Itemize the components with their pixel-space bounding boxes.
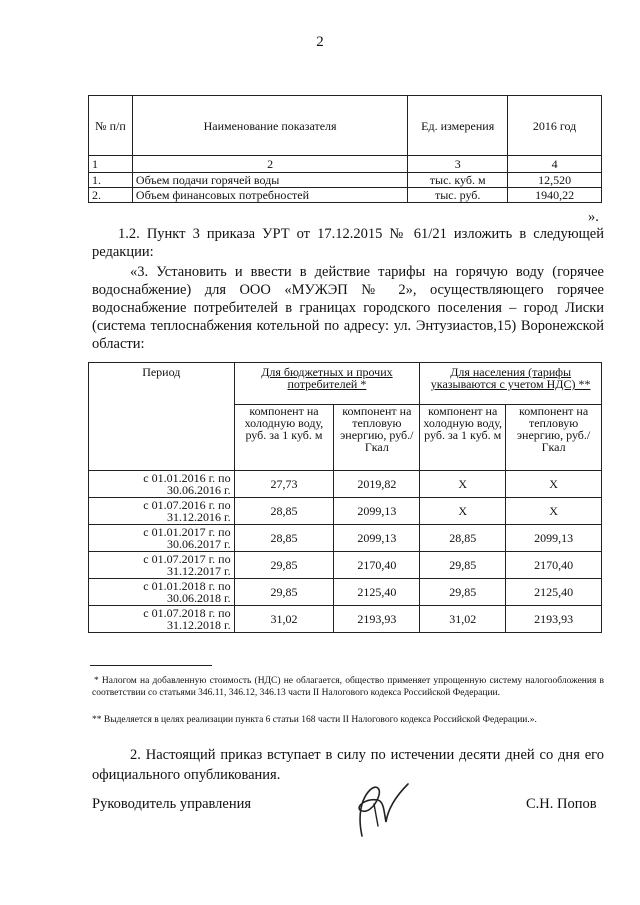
header-cell: 2016 год <box>508 96 602 156</box>
tariff-table-group-header <box>89 363 602 405</box>
table-cell: 2099,13 <box>506 525 602 552</box>
table-row <box>89 552 602 579</box>
signatory-title: Руководитель управления <box>92 796 252 812</box>
table-row <box>89 579 602 606</box>
footnote-1: * Налогом на добавленную стоимость (НДС) не облагается, общество применяет упрощенную систему налогообложения в соответствии со статьями 346.11, 346.12, 346.13 части II Налогового кодекса Российской Федерации. <box>92 676 604 698</box>
table-cell: 28,85 <box>234 525 334 552</box>
table-cell: 2193,93 <box>334 606 420 633</box>
table-cell: 29,85 <box>234 579 334 606</box>
table-cell: 2099,13 <box>334 525 420 552</box>
table-cell: Объем подачи горячей воды <box>132 173 407 188</box>
table-cell: 2. <box>89 188 133 203</box>
handwritten-signature <box>348 778 418 840</box>
volume-table <box>88 95 602 203</box>
footnote-2: ** Выделяется в целях реализации пункта 6 статьи 168 части II Налогового кодекса Российской Федерации.». <box>92 715 537 725</box>
table-cell: 2125,40 <box>506 579 602 606</box>
table-cell: 31,02 <box>234 606 334 633</box>
table-cell: 28,85 <box>420 525 506 552</box>
table-cell: 1. <box>89 173 133 188</box>
subheader-cell: компонент на холодную воду, руб. за 1 куб. м <box>234 405 334 471</box>
period-cell: с 01.01.2017 г. по 30.06.2017 г. <box>89 525 235 552</box>
table-cell: 2170,40 <box>506 552 602 579</box>
table-cell: 2019,82 <box>334 471 420 498</box>
table-cell: 2170,40 <box>334 552 420 579</box>
table-cell: 12,520 <box>508 173 602 188</box>
table-cell: тыс. куб. м <box>408 173 508 188</box>
subheader-cell: компонент на тепловую энергию, руб./Гкал <box>506 405 602 471</box>
numbering-cell: 4 <box>508 156 602 173</box>
budget-consumers-header: Для бюджетных и прочих потребителей * <box>234 363 420 405</box>
period-cell: с 01.07.2017 г. по 31.12.2017 г. <box>89 552 235 579</box>
numbering-cell: 1 <box>89 156 133 173</box>
table-cell: Х <box>506 471 602 498</box>
header-cell: Ед. измерения <box>408 96 508 156</box>
table-cell: 2125,40 <box>334 579 420 606</box>
period-cell: с 01.07.2016 г. по 31.12.2016 г. <box>89 498 235 525</box>
numbering-cell: 2 <box>132 156 407 173</box>
table-row <box>89 606 602 633</box>
paragraph-clause-3: «3. Установить и ввести в действие тарифы на горячую воду (горячее водоснабжение) для ООО «МУЖЭП № 2», осуществляющего горячее водоснабжение потребителей в границах городского поселения – город Лиски (система теплоснабжения котельной по адресу: ул. Энтузиастов,15) Воронежской области: <box>92 264 604 352</box>
table-cell: 29,85 <box>234 552 334 579</box>
subheader-cell: компонент на тепловую энергию, руб./Гкал <box>334 405 420 471</box>
table-cell: 2193,93 <box>506 606 602 633</box>
period-cell: с 01.01.2016 г. по 30.06.2016 г. <box>89 471 235 498</box>
numbering-cell: 3 <box>408 156 508 173</box>
table-row <box>89 188 602 203</box>
period-cell: с 01.07.2018 г. по 31.12.2018 г. <box>89 606 235 633</box>
table-cell: Х <box>506 498 602 525</box>
table-cell: 1940,22 <box>508 188 602 203</box>
table-row <box>89 471 602 498</box>
table-cell: 29,85 <box>420 552 506 579</box>
table-cell: тыс. руб. <box>408 188 508 203</box>
table-row <box>89 498 602 525</box>
population-header: Для населения (тарифы указываются с учетом НДС) ** <box>420 363 602 405</box>
closing-quote-mark: ». <box>588 209 599 225</box>
table-cell: 31,02 <box>420 606 506 633</box>
header-cell: Наименование показателя <box>132 96 407 156</box>
table-cell: 2099,13 <box>334 498 420 525</box>
table-row <box>89 173 602 188</box>
table-cell: Х <box>420 498 506 525</box>
volume-table-header <box>89 96 602 156</box>
table-cell: Объем финансовых потребностей <box>132 188 407 203</box>
table-cell: Х <box>420 471 506 498</box>
footnote-separator <box>90 665 212 666</box>
page-number: 2 <box>316 34 324 50</box>
volume-table-numbering <box>89 156 602 173</box>
signatory-name: С.Н. Попов <box>526 796 597 812</box>
period-header: Период <box>89 363 235 471</box>
table-cell: 29,85 <box>420 579 506 606</box>
paragraph-2: 2. Настоящий приказ вступает в силу по истечении десяти дней со дня его официального опубликования. <box>92 747 604 783</box>
table-cell: 28,85 <box>234 498 334 525</box>
table-cell: 27,73 <box>234 471 334 498</box>
paragraph-1-2: 1.2. Пункт 3 приказа УРТ от 17.12.2015 № 61/21 изложить в следующей редакции: <box>92 226 604 260</box>
subheader-cell: компонент на холодную воду, руб. за 1 куб. м <box>420 405 506 471</box>
table-row <box>89 525 602 552</box>
header-cell: № п/п <box>89 96 133 156</box>
tariff-table <box>88 362 602 633</box>
period-cell: с 01.01.2018 г. по 30.06.2018 г. <box>89 579 235 606</box>
